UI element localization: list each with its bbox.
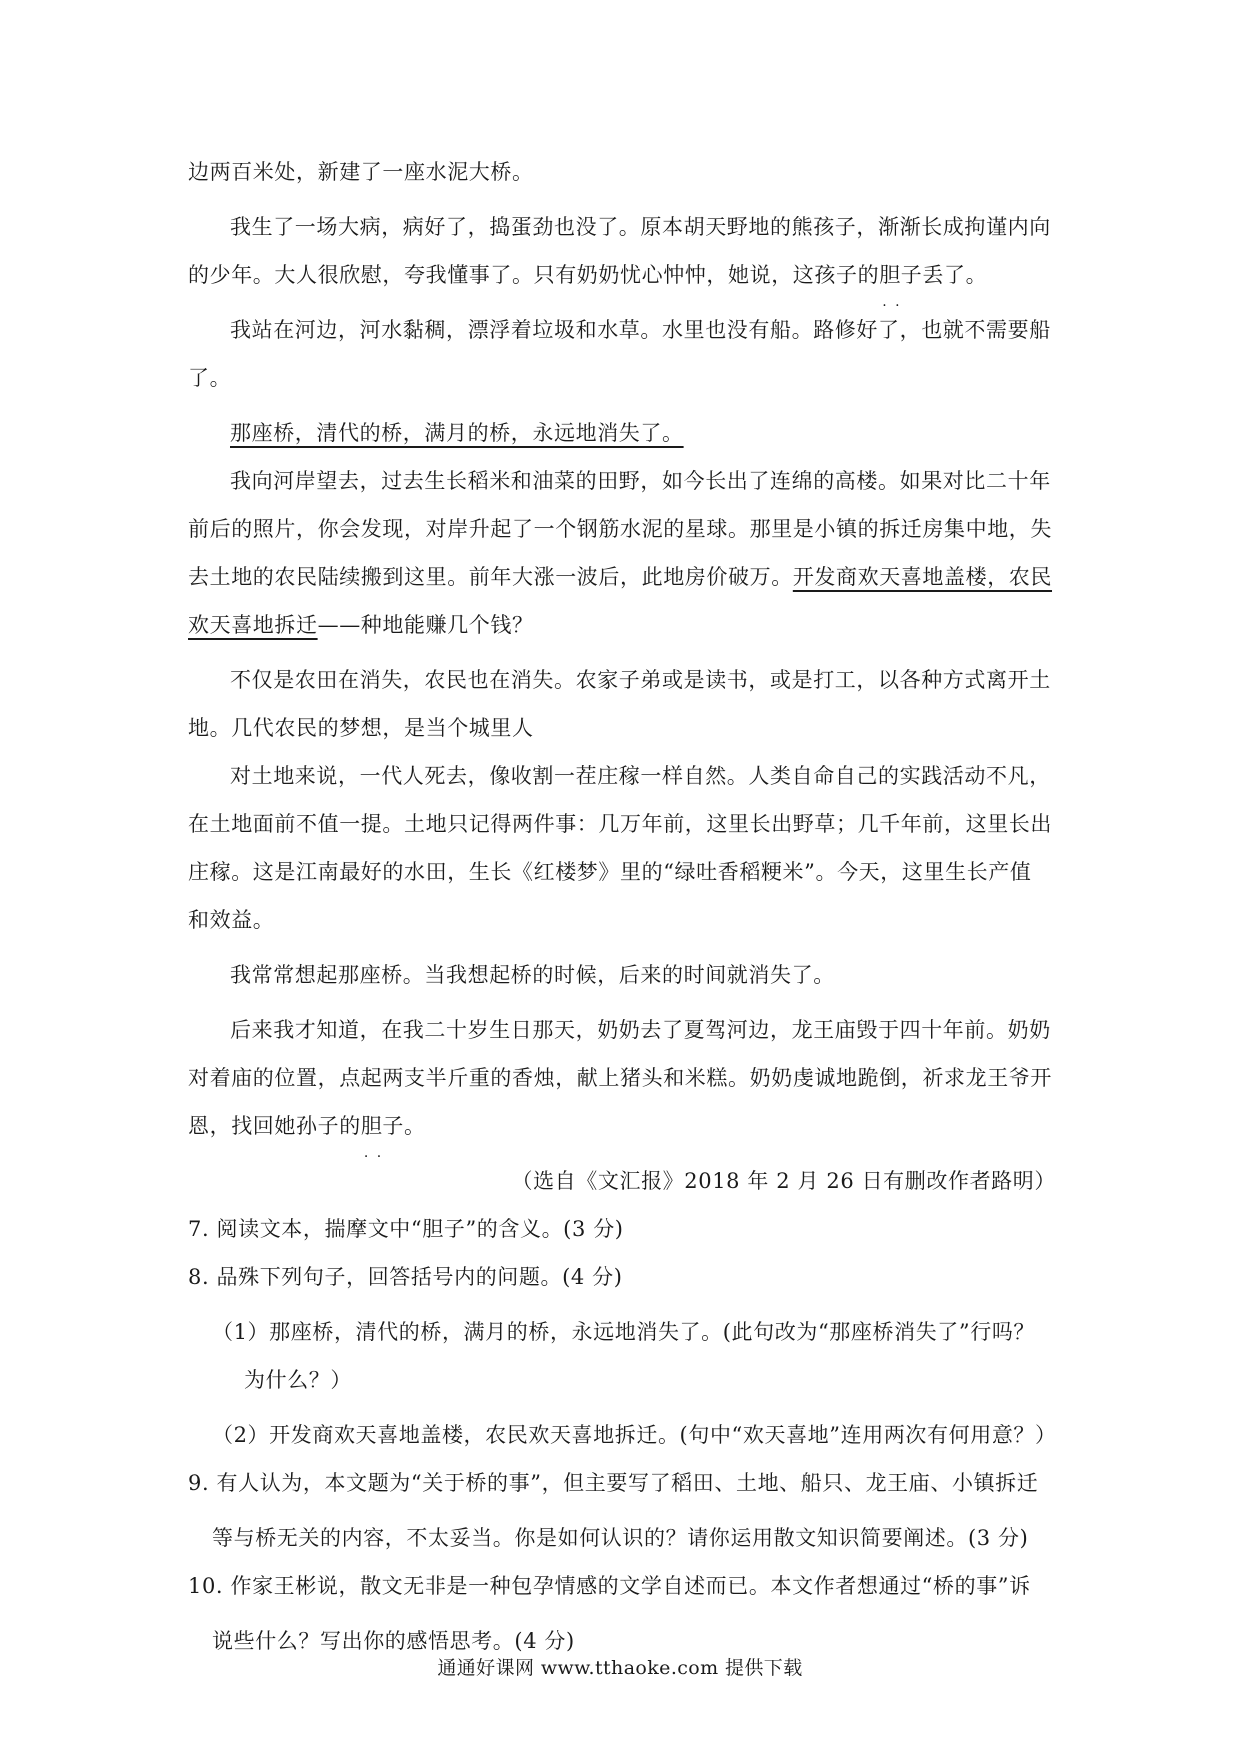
underlined-sentence: 开发商欢天喜地盖楼，农民 xyxy=(792,565,1053,589)
question-8: 8. 品殊下列句子，回答括号内的问题。(4 分) xyxy=(188,1265,623,1289)
emphasized-word: 胆子 · · xyxy=(361,1102,404,1150)
passage-line: 对着庙的位置，点起两支半斤重的香烛，献上猪头和米糕。奶奶虔诚地跪倒，祈求龙王爷开 xyxy=(188,1066,1052,1090)
passage-text: 的少年。大人很欣慰，夸我懂事了。只有奶奶忧心忡忡，她说，这孩子的 xyxy=(188,263,880,287)
question-8-part-1: （1）那座桥，清代的桥，满月的桥，永远地消失了。(此句改为“那座桥消失了”行吗？ xyxy=(212,1320,1036,1344)
passage-line: 和效益。 xyxy=(188,908,275,932)
passage-line: 前后的照片，你会发现，对岸升起了一个钢筋水泥的星球。那里是小镇的拆迁房集中地，失 xyxy=(188,517,1052,541)
passage-line: 边两百米处，新建了一座水泥大桥。 xyxy=(188,160,534,184)
passage-line: 我向河岸望去，过去生长稻米和油菜的田野，如今长出了连绵的高楼。如果对比二十年 xyxy=(230,469,1051,493)
passage-line: 对土地来说，一代人死去，像收割一茬庄稼一样自然。人类自命自己的实践活动不凡， xyxy=(230,764,1051,788)
passage-line: 不仅是农田在消失，农民也在消失。农家子弟或是读书，或是打工，以各种方式离开土 xyxy=(230,668,1051,692)
underlined-sentence: 欢天喜地拆迁 xyxy=(188,613,318,637)
question-10: 10. 作家王彬说，散文无非是一种包孕情感的文学自述而已。本文作者想通过“桥的事”诉 xyxy=(188,1574,1031,1598)
question-9-cont: 等与桥无关的内容，不太妥当。你是如何认识的？请你运用散文知识简要阐述。(3 分) xyxy=(212,1526,1029,1550)
passage-text: 丢了。 xyxy=(922,263,988,287)
passage-line: 在土地面前不值一提。土地只记得两件事：几万年前，这里长出野草；几千年前，这里长出 xyxy=(188,812,1052,836)
passage-line xyxy=(188,601,1056,649)
passage-text: 恩，找回她孙子的 xyxy=(188,1114,361,1138)
passage-line: 我站在河边，河水黏稠，漂浮着垃圾和水草。水里也没有船。路修好了，也就不需要船 xyxy=(230,318,1051,342)
question-8-part-1-cont: 为什么？） xyxy=(244,1368,352,1392)
passage-line xyxy=(188,251,1056,299)
passage-line: 庄稼。这是江南最好的水田，生长《红楼梦》里的“绿吐香稻粳米”。今天，这里生长产值 xyxy=(188,860,1032,884)
page-footer: 通通好课网 www.tthaoke.com 提供下载 xyxy=(437,1657,803,1679)
reading-passage xyxy=(188,148,1056,1665)
passage-line: 后来我才知道，在我二十岁生日那天，奶奶去了夏驾河边，龙王庙毁于四十年前。奶奶 xyxy=(230,1018,1051,1042)
question-9: 9. 有人认为，本文题为“关于桥的事”，但主要写了稻田、土地、船只、龙王庙、小镇拆迁 xyxy=(188,1471,1039,1495)
passage-line: 地。几代农民的梦想，是当个城里人 xyxy=(188,716,534,740)
source-citation: （选自《文汇报》2018 年 2 月 26 日有删改作者路明） xyxy=(511,1169,1056,1193)
passage-text: 。 xyxy=(404,1114,426,1138)
question-10-cont: 说些什么？写出你的感悟思考。(4 分) xyxy=(212,1629,575,1653)
emphasized-word: 胆子 · · xyxy=(879,251,922,299)
passage-text: 去土地的农民陆续搬到这里。前年大涨一波后，此地房价破万。 xyxy=(188,565,793,589)
passage-line: 我生了一场大病，病好了，捣蛋劲也没了。原本胡天野地的熊孩子，渐渐长成拘谨内向 xyxy=(230,215,1051,239)
question-7: 7. 阅读文本，揣摩文中“胆子”的含义。(3 分) xyxy=(188,1217,624,1241)
passage-line xyxy=(188,553,1056,601)
passage-line: 我常常想起那座桥。当我想起桥的时候，后来的时间就消失了。 xyxy=(230,963,835,987)
passage-line xyxy=(188,409,1056,457)
passage-text: ——种地能赚几个钱？ xyxy=(317,613,534,637)
passage-line xyxy=(188,1102,1056,1150)
question-8-part-2: （2）开发商欢天喜地盖楼，农民欢天喜地拆迁。(句中“欢天喜地”连用两次有何用意？） xyxy=(212,1423,1057,1447)
passage-line: 了。 xyxy=(188,366,232,390)
underlined-sentence: 那座桥，清代的桥，满月的桥，永远地消失了。 xyxy=(230,421,684,445)
